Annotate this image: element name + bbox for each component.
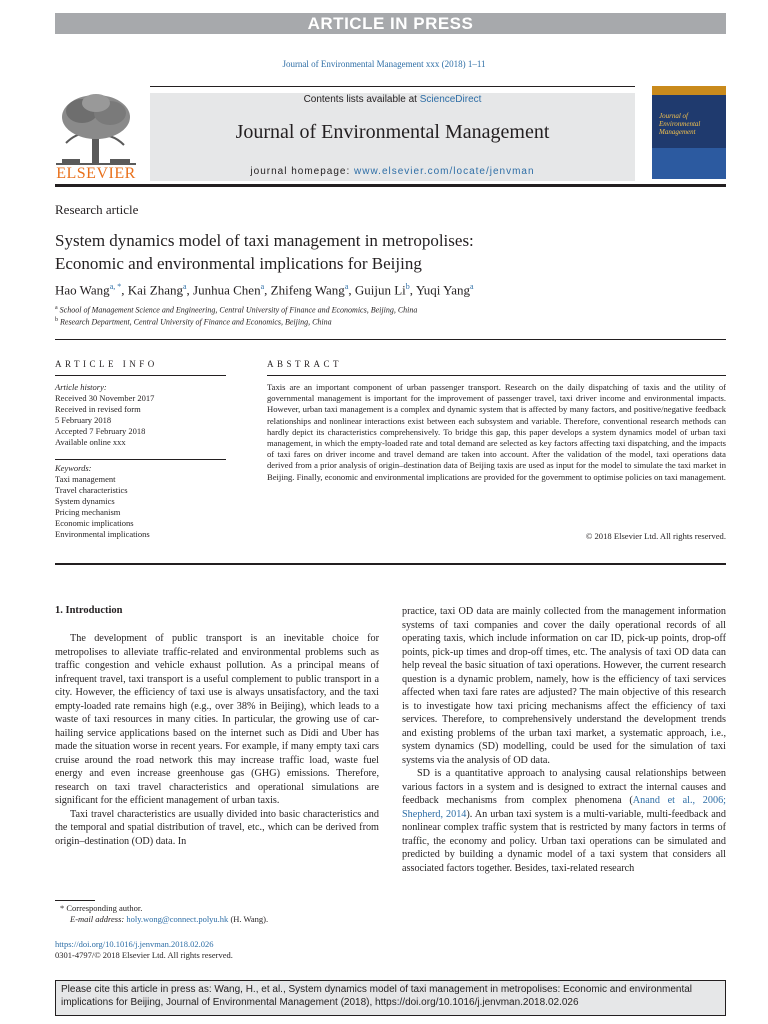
body-left-column <box>55 632 379 848</box>
journal-homepage-link[interactable]: www.elsevier.com/locate/jenvman <box>354 166 535 177</box>
keyword-item: Taxi management <box>55 474 116 484</box>
body-top-rule <box>55 563 726 565</box>
contents-available-line <box>150 94 635 105</box>
author-email-link[interactable]: holy.wong@connect.polyu.hk <box>126 914 229 924</box>
header-bottom-rule <box>55 184 726 187</box>
cover-title: Journal of Environmental Management <box>659 112 701 136</box>
abstract-heading: ABSTRACT <box>267 359 343 369</box>
keyword-item: Travel characteristics <box>55 485 128 495</box>
article-type: Research article <box>55 202 139 217</box>
paragraph-text: ). An urban taxi system is a multi-variable, multi-feedback and nonlinear complex traffic system that is restricted by many factors in terms of traffic, the economy and policy. Urban taxi operations can be simulated and predicted by building a dynamic model of a taxi system that considers all associated factors together. Besides, taxi-related research <box>402 808 726 874</box>
info-top-rule <box>55 339 726 340</box>
title-line-2: Economic and environmental implications for Beijing <box>55 254 422 273</box>
affiliation-mark: b <box>55 317 58 323</box>
section-heading-introduction: 1. Introduction <box>55 605 123 616</box>
author-name[interactable]: Kai Zhang <box>127 282 183 298</box>
abstract-text: Taxis are an important component of urban passenger transport. Research on the daily dispatching of taxis and the utility of governmental management is important for the improvement of passenger travel, taxi driver income and environmental impacts. However, urban taxi management is a complex and dynamic system that is affected by many factors, and positive/negative feedback relationships and nonlinear interactions exist between each subsystem and variable. Therefore, conventional research methods can hardly depict its characteristics comprehensively. To bridge this gap, this paper develops a system dynamics model of urban taxi management, in which the empty-loaded rate and total demand are selected as key factors affecting taxi dispatching, and the impacts of taxi fares on driver income and travel demand are taken into account. After the validation of the model, taxi operations data derived from a prior analysis of origin–destination data of Beijing taxis are used as input for the model to simulate the taxi market in Beijing. Finally, economic and environmental implications are provided for the government to optimise policies on taxi management. <box>267 382 726 482</box>
keywords-label: Keywords: <box>55 463 92 473</box>
keyword-item: Economic implications <box>55 518 134 528</box>
keywords-rule <box>55 459 226 460</box>
info-heading-rule <box>55 375 226 376</box>
issn-line: 0301-4797/© 2018 Elsevier Ltd. All rights reserved. <box>55 950 233 960</box>
keywords <box>55 463 226 540</box>
email-suffix: (H. Wang). <box>228 914 269 924</box>
affiliation-b <box>55 317 726 327</box>
body-paragraph: Taxi travel characteristics are usually divided into basic characteristics and the temporal and spatial distribution of travel, etc., which can be derived from origin–destination (OD) data. In <box>55 808 379 847</box>
article-title <box>55 229 705 275</box>
doi-line <box>55 939 214 950</box>
author-affiliation-mark[interactable]: a <box>260 282 265 291</box>
history-item: Available online xxx <box>55 437 126 447</box>
affiliation-text: Research Department, Central University of Finance and Economics, Beijing, China <box>60 317 332 327</box>
citation-link[interactable]: Anand et al., 2006; Shepherd, 2014 <box>402 795 726 820</box>
affiliation-mark: a <box>55 305 58 311</box>
article-info-heading: ARTICLE INFO <box>55 359 158 369</box>
abstract-heading-rule <box>267 375 726 376</box>
body-paragraph: The development of public transport is an inevitable choice for metropolises to alleviate traffic-related and environmental problems such as traffic congestion and vehicle exhaust pollution. As a principal means of infrequent travel, taxi transport is a useful complement to public transport in a city. However, the efficiency of taxi use is always unsatisfactory, and the taxi empty-loaded rate remains high (e.g., over 38% in Beijing), which leads to a waste of taxi resources in many cities. In particular, the growing use of car-hailing service applications based on the internet such as Didi and Uber has made the situation worse in recent years. For example, if many empty taxi cars cruise around the road network this may increase traffic load, waste fuel energy and even increase greenhouse gas (GHG) emissions. Therefore, research on taxi travel characteristics and operational simulations are significant for the efficient management of urban taxis. <box>55 633 379 806</box>
journal-reference-link[interactable]: Journal of Environmental Management xxx (2018) 1–11 <box>282 59 486 69</box>
abstract-copyright: © 2018 Elsevier Ltd. All rights reserved. <box>585 531 726 541</box>
homepage-prefix: journal homepage: <box>250 166 355 177</box>
contents-prefix: Contents lists available at <box>303 94 420 105</box>
journal-cover-thumbnail[interactable] <box>652 86 726 179</box>
author-separator: , <box>186 282 194 298</box>
history-item: Received in revised form <box>55 404 141 414</box>
doi-link[interactable]: https://doi.org/10.1016/j.jenvman.2018.02.026 <box>55 939 214 949</box>
article-history <box>55 382 226 448</box>
author-separator: , <box>409 282 416 298</box>
keyword-item: System dynamics <box>55 496 115 506</box>
affiliation-text: School of Management Science and Engineering, Central University of Finance and Economics, Beijing, China <box>59 305 418 315</box>
author-affiliation-mark[interactable]: b <box>405 282 410 291</box>
author-name[interactable]: Guijun Li <box>354 282 406 298</box>
email-label: E-mail address: <box>70 914 127 924</box>
body-paragraph <box>402 767 726 875</box>
corresponding-author-note: * Corresponding author. <box>60 903 143 913</box>
body-right-column <box>402 605 726 875</box>
journal-title: Journal of Environmental Management <box>235 121 550 143</box>
author-name[interactable]: Hao Wang <box>55 282 110 298</box>
author-name[interactable]: Junhua Chen <box>193 282 261 298</box>
journal-homepage-line <box>150 166 635 177</box>
author-affiliation-mark[interactable]: a <box>182 282 187 291</box>
author-separator: , <box>264 282 271 298</box>
header-top-rule <box>150 86 635 87</box>
cite-this-article-box: Please cite this article in press as: Wang, H., et al., System dynamics model of taxi management in metropolises: Economic and environmental implications for Beijing, Journal of Environmental Management (2018), https://doi.org/10.1016/j.jenvman.2018.02.026 <box>55 980 726 1016</box>
history-item: Accepted 7 February 2018 <box>55 426 146 436</box>
cover-top-band <box>652 86 726 95</box>
author-affiliation-mark[interactable]: a <box>344 282 349 291</box>
paragraph-text: SD is a quantitative approach to analysing causal relationships between various factors in a system and is designed to extract the internal causes and feedback mechanisms from complex phenomena ( <box>402 768 726 806</box>
author-list <box>55 282 726 298</box>
author-name[interactable]: Yuqi Yang <box>415 282 471 298</box>
keyword-item: Pricing mechanism <box>55 507 121 517</box>
author-separator: , <box>121 282 128 298</box>
title-line-1: System dynamics model of taxi management in metropolises: <box>55 231 474 250</box>
history-label: Article history: <box>55 382 107 392</box>
cover-image-strip <box>652 148 726 179</box>
elsevier-wordmark[interactable]: ELSEVIER <box>56 165 136 182</box>
author-affiliation-mark[interactable]: a <box>470 282 474 291</box>
body-paragraph: practice, taxi OD data are mainly collected from the management information systems of taxi companies and cover the daily operational records of all operating taxis, which include information on car ID, pick-up points, drop-off points, pick-up times and drop-off times, etc. The analysis of taxi OD data can help reveal the basic situation of taxi operations. However, the current research question is a dynamic problem, namely, how is the efficiency of taxi services affected when taxi fare rates are adjusted? The main objective of this research is to investigate how taxi pricing mechanisms affect the efficiency of taxi services. Therefore, to comprehensively understand the development trends and existing problems of the urban taxi market, a systematic approach, i.e., system dynamics (SD) modelling, could be used for the simulation of taxi systems via the analysis of OD data. <box>402 606 726 766</box>
history-item: 5 February 2018 <box>55 415 112 425</box>
sciencedirect-link[interactable]: ScienceDirect <box>419 94 482 105</box>
author-affiliation-mark[interactable]: a, * <box>109 282 122 291</box>
article-in-press-banner: ARTICLE IN PRESS <box>55 13 726 34</box>
footnote-rule <box>55 900 95 901</box>
keyword-item: Environmental implications <box>55 529 150 539</box>
author-name[interactable]: Zhifeng Wang <box>270 282 345 298</box>
author-separator: , <box>348 282 355 298</box>
history-item: Received 30 November 2017 <box>55 393 155 403</box>
affiliation-a <box>55 305 726 315</box>
email-footnote <box>70 914 268 925</box>
